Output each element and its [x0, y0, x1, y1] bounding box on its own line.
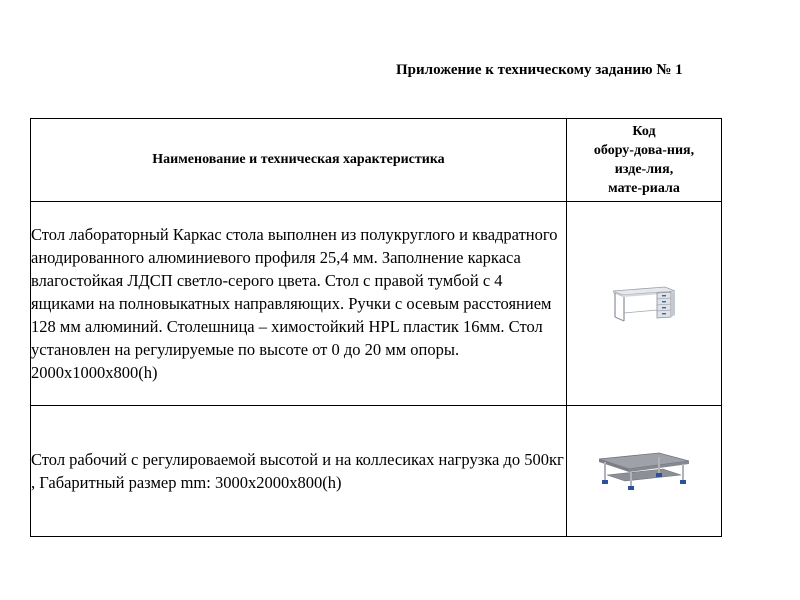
specification-table	[30, 118, 722, 537]
table-row	[31, 406, 722, 537]
row-description: Стол лабораторный Каркас стола выполнен из полукруглого и квадратного анодированного алюминиевого профиля 25,4 мм. Заполнение каркаса влагостойкая ЛДСП светло-серого цвета. Стол с правой тумбой с 4 ящиками на полновыкатных направляющих. Ручки с осевым расстоянием 128 мм алюминий. Столешница – химостойкий HPL пластик 16мм. Стол установлен на регулируемые по высоте от 0 до 20 мм опоры. 2000х1000х800(h)	[31, 202, 567, 406]
table-row	[31, 202, 722, 406]
column-header-name: Наименование и техническая характеристика	[31, 119, 567, 202]
code-header-line: изде-лия,	[614, 162, 674, 177]
code-header-line: обору-дова-ния,	[593, 143, 695, 158]
row-image-cell	[567, 406, 722, 537]
column-header-code	[567, 119, 722, 202]
appendix-title: Приложение к техническому заданию № 1	[396, 62, 683, 78]
row-description: Стол рабочий с регулироваемой высотой и на коллесиках нагрузка до 500кг , Габаритный размер mm: 3000х2000х800(h)	[31, 406, 567, 537]
code-header-line: мате-риала	[608, 181, 680, 196]
table-header-row	[31, 119, 722, 202]
lab-table-image	[609, 279, 679, 329]
row-image-cell	[567, 202, 722, 406]
code-header-line: Код	[632, 124, 656, 139]
work-table-image	[597, 449, 691, 493]
